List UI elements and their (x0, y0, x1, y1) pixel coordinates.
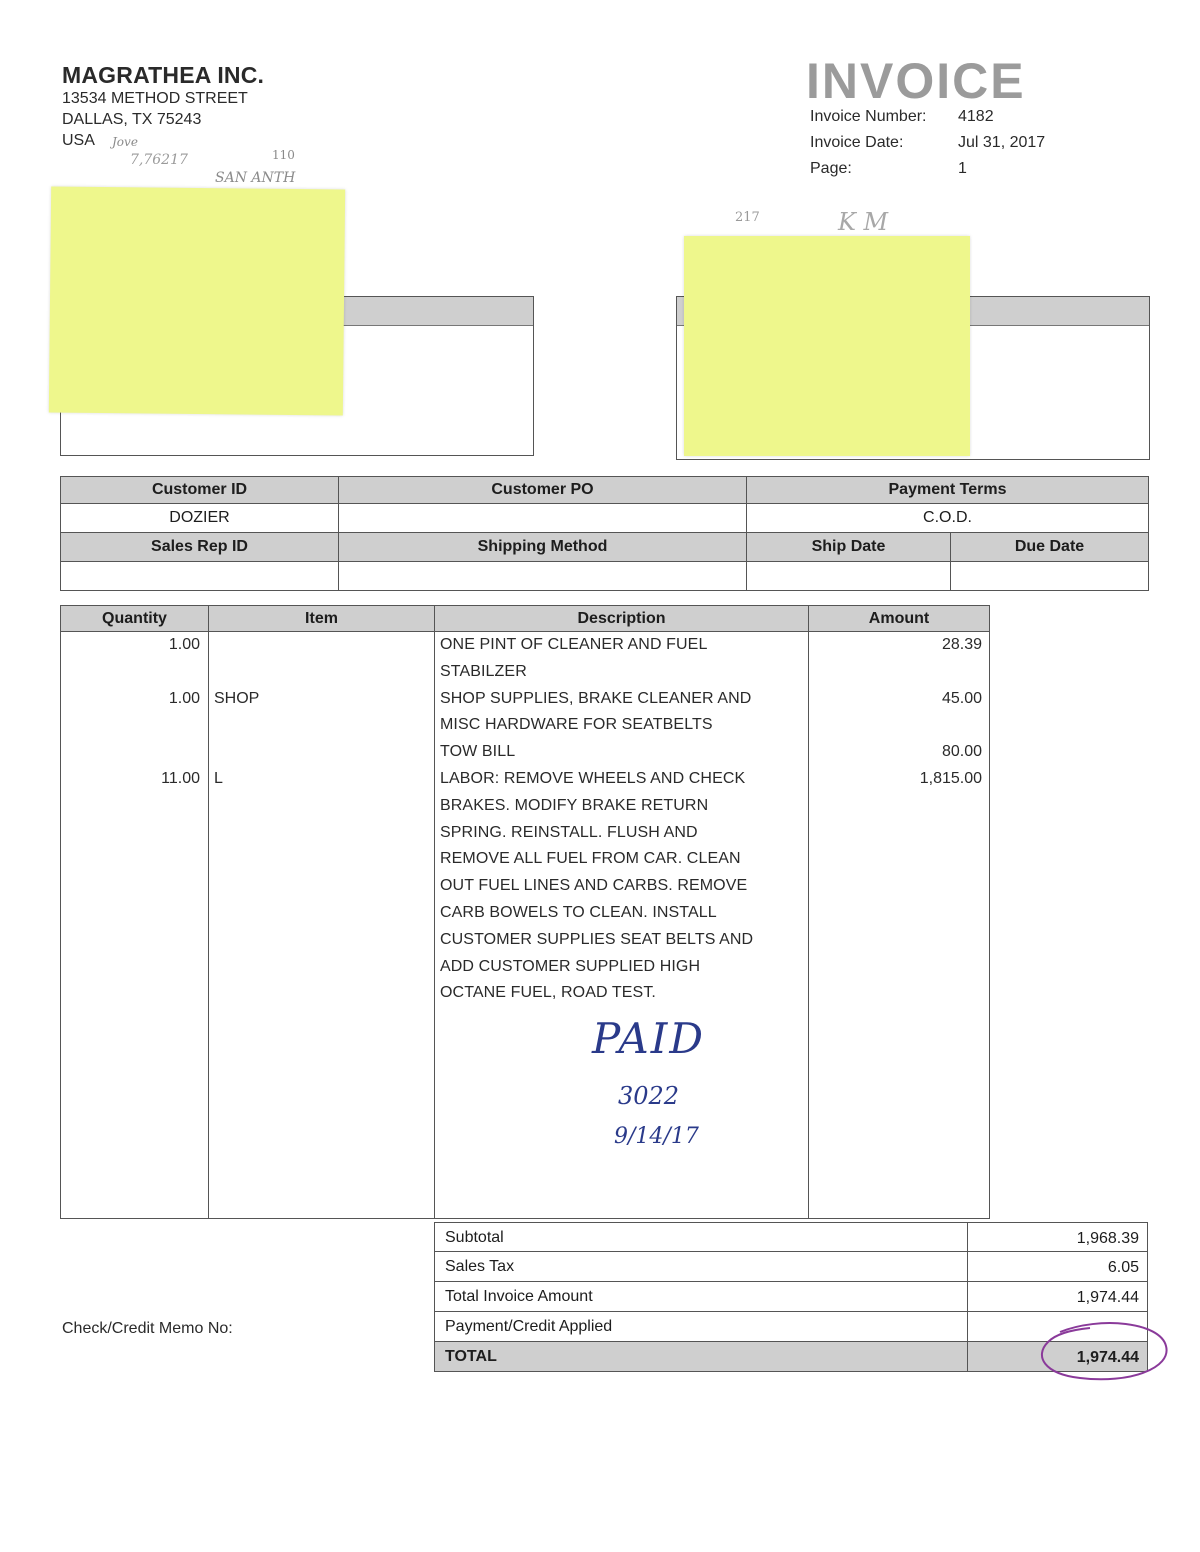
customer-id-value: DOZIER (60, 503, 339, 533)
line-description: ONE PINT OF CLEANER AND FUEL (440, 636, 708, 653)
scribble-note: 217 (735, 210, 760, 225)
scribble-note: K M (838, 208, 889, 236)
ink-circle-mark (1030, 1312, 1180, 1392)
invoice-number: 4182 (958, 108, 994, 125)
line-description: STABILZER (440, 662, 527, 680)
line-description: OUT FUEL LINES AND CARBS. REMOVE (440, 877, 748, 895)
shipping-method-value (338, 561, 747, 591)
check-number-handwriting: 3022 (618, 1082, 680, 1110)
line-description: ADD CUSTOMER SUPPLIED HIGH (440, 957, 701, 975)
sales-tax-label: Sales Tax (445, 1258, 515, 1275)
sales-tax-value: 6.05 (1107, 1259, 1139, 1276)
company-street: 13534 METHOD STREET (62, 90, 248, 107)
line-amount: 80.00 (941, 743, 982, 761)
line-description: OCTANE FUEL, ROAD TEST. (440, 984, 656, 1002)
totals-divider (967, 1252, 968, 1281)
invoice-date: Jul 31, 2017 (958, 134, 1046, 151)
ship-date-value (746, 561, 951, 591)
subtotal-value: 1,968.39 (1076, 1230, 1139, 1247)
table-border (434, 631, 435, 1219)
customer-id-header: Customer ID (60, 476, 339, 504)
line-amount: 28.39 (941, 636, 982, 653)
check-memo-label: Check/Credit Memo No: (62, 1320, 233, 1337)
sales-rep-value (60, 561, 339, 591)
description-header: Description (434, 605, 809, 632)
table-border (208, 631, 209, 1219)
scribble-note: 7,76217 (130, 152, 188, 168)
line-item: SHOP (214, 689, 260, 707)
due-date-value (950, 561, 1149, 591)
quantity-header: Quantity (60, 605, 209, 632)
line-description: BRAKES. MODIFY BRAKE RETURN (440, 796, 709, 814)
line-item: L (214, 770, 223, 787)
totals-divider (967, 1312, 968, 1341)
scribble-note: SAN ANTH (215, 170, 296, 186)
shipping-method-header: Shipping Method (338, 532, 747, 562)
totals-divider (967, 1282, 968, 1311)
customer-po-header: Customer PO (338, 476, 747, 504)
line-amount: 45.00 (941, 689, 982, 707)
line-description: CARB BOWELS TO CLEAN. INSTALL (440, 904, 717, 921)
company-city: DALLAS, TX 75243 (62, 111, 202, 128)
invoice-amount-label: Total Invoice Amount (445, 1288, 593, 1305)
invoice-page-label: Page: (810, 160, 852, 177)
line-description: CUSTOMER SUPPLIES SEAT BELTS AND (440, 930, 754, 948)
table-border (60, 631, 61, 1219)
line-description: LABOR: REMOVE WHEELS AND CHECK (440, 770, 746, 787)
sticky-note-redaction (684, 236, 970, 456)
ship-date-header: Ship Date (746, 532, 951, 562)
invoice-title: INVOICE (806, 53, 1026, 109)
table-border (808, 631, 809, 1219)
payment-terms-value: C.O.D. (746, 503, 1149, 533)
invoice-amount-value: 1,974.44 (1076, 1289, 1139, 1306)
sticky-note-redaction (49, 186, 345, 415)
line-amount: 1,815.00 (919, 770, 982, 787)
subtotal-label: Subtotal (445, 1229, 504, 1246)
subtotal-row (434, 1222, 1148, 1252)
line-description: REMOVE ALL FUEL FROM CAR. CLEAN (440, 850, 741, 868)
line-quantity: 1.00 (168, 689, 200, 707)
line-description: TOW BILL (440, 743, 516, 761)
sales-tax-row (434, 1252, 1148, 1282)
line-description: MISC HARDWARE FOR SEATBELTS (440, 716, 713, 734)
totals-divider (967, 1223, 968, 1251)
total-label: TOTAL (445, 1348, 497, 1365)
payment-applied-label: Payment/Credit Applied (445, 1318, 613, 1335)
sales-rep-header: Sales Rep ID (60, 532, 339, 562)
invoice-date-label: Invoice Date: (810, 134, 904, 151)
total-value: 1,974.44 (1076, 1349, 1139, 1366)
table-border (60, 1218, 990, 1219)
scribble-note: Jove (112, 135, 138, 149)
paid-date-handwriting: 9/14/17 (614, 1124, 699, 1149)
invoice-amount-row (434, 1282, 1148, 1312)
paid-handwriting: PAID (592, 1014, 705, 1063)
line-quantity: 1.00 (168, 636, 200, 653)
invoice-number-label: Invoice Number: (810, 108, 927, 125)
scribble-note: 110 (272, 148, 295, 162)
company-country: USA (62, 132, 95, 149)
line-description: SHOP SUPPLIES, BRAKE CLEANER AND (440, 689, 752, 707)
invoice-page: 1 (958, 160, 967, 177)
company-name: MAGRATHEA INC. (62, 62, 265, 88)
customer-po-value (338, 503, 747, 533)
due-date-header: Due Date (950, 532, 1149, 562)
table-border (989, 631, 990, 1219)
totals-divider (967, 1342, 968, 1371)
amount-header: Amount (808, 605, 990, 632)
line-description: SPRING. REINSTALL. FLUSH AND (440, 823, 698, 841)
item-header: Item (208, 605, 435, 632)
payment-terms-header: Payment Terms (746, 476, 1149, 504)
line-quantity: 11.00 (161, 770, 200, 787)
